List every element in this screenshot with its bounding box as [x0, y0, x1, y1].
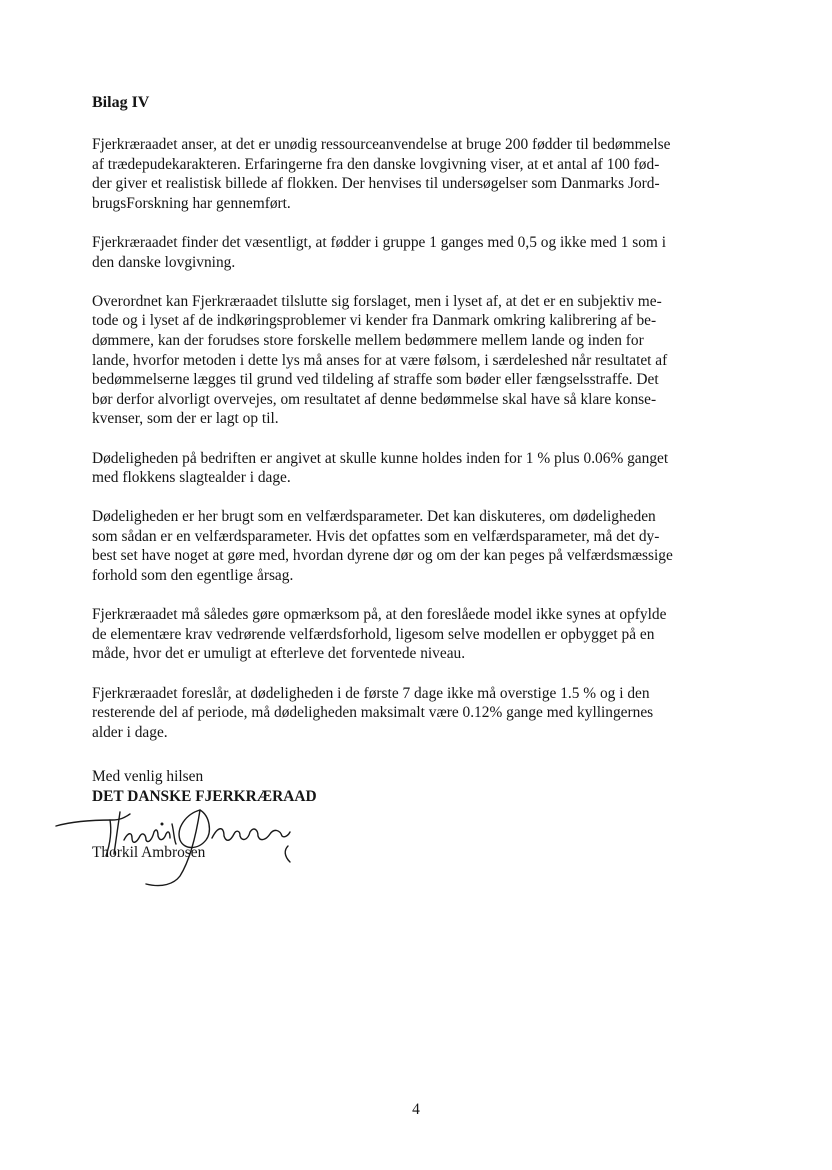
- text-line: Fjerkræraadet må således gøre opmærksom på, at den foreslåede model ikke synes at opfylde: [92, 606, 667, 624]
- text-line: resterende del af periode, må dødeligheden maksimalt være 0.12% gange med kyllingernes: [92, 704, 654, 722]
- paragraph-4: [92, 449, 732, 488]
- paragraph-2: [92, 233, 732, 272]
- text-line: lande, hvorfor metoden i dette lys må anses for at være følsom, i særdeleshed når resultatet af: [92, 351, 668, 369]
- text-line: der giver et realistisk billede af flokken. Der henvises til undersøgelser som Danmarks Jord-: [92, 175, 660, 193]
- text-line: bør derfor alvorligt overvejes, om resultatet af denne bedømmelse skal have så klare konse-: [92, 390, 657, 408]
- text-line: best set have noget at gøre med, hvordan dyrene dør og om der kan peges på velfærdsmæssige: [92, 547, 673, 565]
- text-line: bedømmelserne lægges til grund ved tildeling af straffe som bøder eller fængselsstraffe. Det: [92, 371, 659, 389]
- letter-body: [92, 93, 732, 762]
- paragraph-5: [92, 507, 732, 585]
- text-line: brugsForskning har gennemført.: [92, 194, 291, 212]
- text-line: Overordnet kan Fjerkræraadet tilslutte sig forslaget, men i lyset af, at det er en subjektiv me-: [92, 292, 662, 310]
- page-heading: Bilag IV: [92, 94, 150, 111]
- text-line: tode og i lyset af de indkøringsproblemer vi kender fra Danmark omkring kalibrering af be-: [92, 312, 657, 330]
- signer-name: Thorkil Ambrosen: [92, 844, 206, 861]
- text-line: Fjerkræraadet anser, at det er unødig ressourceanvendelse at bruge 200 fødder til bedømmelse: [92, 136, 671, 153]
- text-line: Dødeligheden er her brugt som en velfærdsparameter. Det kan diskuteres, om dødeligheden: [92, 508, 656, 526]
- text-line: alder i dage.: [92, 723, 168, 741]
- text-line: dømmere, kan der forudses store forskelle mellem bedømmere mellem lande og inden for: [92, 331, 644, 349]
- text-line: kvenser, som der er lagt op til.: [92, 410, 279, 428]
- paragraph-6: [92, 605, 732, 664]
- paragraph-1: [92, 135, 732, 213]
- organization-name: DET DANSKE FJERKRÆRAAD: [92, 788, 317, 805]
- text-line: forhold som den egentlige årsag.: [92, 567, 294, 585]
- handwritten-signature-icon: [50, 780, 310, 890]
- text-line: den danske lovgivning.: [92, 253, 236, 271]
- closing-salutation: Med venlig hilsen: [92, 768, 204, 785]
- text-line: Fjerkræraadet finder det væsentligt, at fødder i gruppe 1 ganges med 0,5 og ikke med 1 som i: [92, 233, 667, 251]
- page-number: 4: [412, 1101, 420, 1118]
- paragraph-3: [92, 292, 732, 429]
- text-line: som sådan er en velfærdsparameter. Hvis det opfattes som en velfærdsparameter, må det dy-: [92, 527, 660, 545]
- text-line: med flokkens slagtealder i dage.: [92, 469, 291, 487]
- text-line: de elementære krav vedrørende velfærdsforhold, ligesom selve modellen er opbygget på en: [92, 625, 655, 643]
- text-line: måde, hvor det er umuligt at efterleve det forventede niveau.: [92, 645, 466, 663]
- text-line: af trædepudekarakteren. Erfaringerne fra den danske lovgivning viser, at et antal af 100 fød-: [92, 155, 660, 173]
- text-line: Dødeligheden på bedriften er angivet at skulle kunne holdes inden for 1 % plus 0.06% ganget: [92, 449, 669, 467]
- text-line: Fjerkræraadet foreslår, at dødeligheden i de første 7 dage ikke må overstige 1.5 % og i den: [92, 684, 650, 702]
- paragraph-7: [92, 684, 732, 743]
